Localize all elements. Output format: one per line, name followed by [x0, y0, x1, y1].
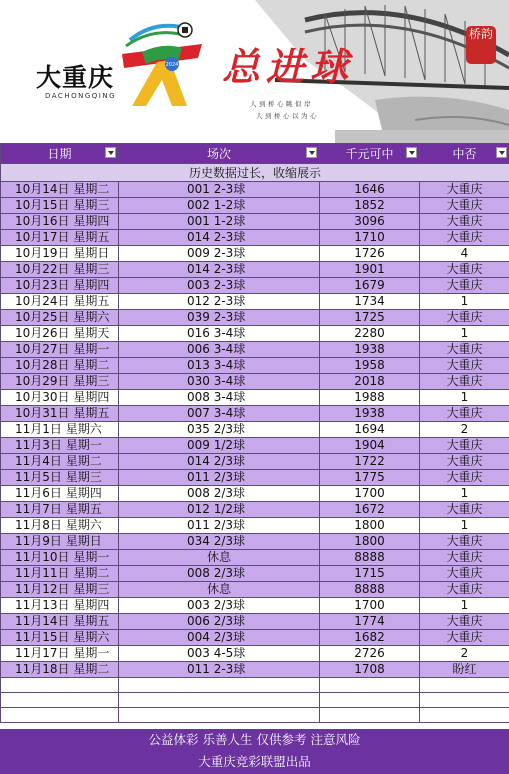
column-header-label: 千元可中: [345, 147, 394, 161]
table-row: [1, 438, 509, 454]
match-cell: 休息: [119, 582, 320, 598]
slogan-line-2: 人到桥心以为心: [256, 112, 319, 120]
amount-cell: 1672: [320, 502, 420, 518]
amount-cell: 1700: [320, 486, 420, 502]
match-cell: 008 2/3球: [119, 566, 320, 582]
result-cell: 大重庆: [420, 550, 509, 566]
amount-cell: 1774: [320, 614, 420, 630]
table-row: [1, 630, 509, 646]
date-cell: 10月26日 星期天: [1, 326, 119, 342]
result-cell: 大重庆: [420, 374, 509, 390]
seal-stamp: [466, 26, 496, 64]
match-cell: 004 2/3球: [119, 630, 320, 646]
result-cell: 大重庆: [420, 534, 509, 550]
empty-cell: [1, 708, 119, 723]
table-row: [1, 390, 509, 406]
amount-cell: 1715: [320, 566, 420, 582]
result-cell: 大重庆: [420, 630, 509, 646]
date-cell: 10月27日 星期一: [1, 342, 119, 358]
table-row: [1, 566, 509, 582]
match-cell: 003 2-3球: [119, 278, 320, 294]
result-cell: 1: [420, 326, 509, 342]
brand-logo-subtext: DACHONGQING: [45, 92, 116, 100]
result-cell: 大重庆: [420, 438, 509, 454]
amount-cell: 2018: [320, 374, 420, 390]
amount-cell: 2726: [320, 646, 420, 662]
table-row: [1, 518, 509, 534]
result-cell: 大重庆: [420, 182, 509, 198]
table-row: [1, 214, 509, 230]
empty-cell: [1, 693, 119, 708]
table-row: [1, 310, 509, 326]
match-cell: 011 2/3球: [119, 470, 320, 486]
amount-cell: 1682: [320, 630, 420, 646]
table-row: [1, 406, 509, 422]
column-header-label: 中否: [452, 147, 477, 161]
date-cell: 11月14日 星期五: [1, 614, 119, 630]
date-cell: 10月30日 星期四: [1, 390, 119, 406]
result-cell: 大重庆: [420, 502, 509, 518]
table-row: [1, 358, 509, 374]
match-cell: 014 2/3球: [119, 454, 320, 470]
table-row: [1, 470, 509, 486]
date-cell: 11月6日 星期四: [1, 486, 119, 502]
result-cell: 1: [420, 518, 509, 534]
result-cell: 大重庆: [420, 566, 509, 582]
date-cell: 10月24日 星期五: [1, 294, 119, 310]
table-row: [1, 614, 509, 630]
match-cell: 034 2/3球: [119, 534, 320, 550]
match-cell: 006 3-4球: [119, 342, 320, 358]
empty-cell: [119, 678, 320, 693]
column-header-label: 场次: [206, 147, 231, 161]
column-header-result: [420, 144, 509, 164]
table-row: [1, 534, 509, 550]
empty-cell: [1, 678, 119, 693]
date-cell: 11月18日 星期二: [1, 662, 119, 678]
date-cell: 10月15日 星期三: [1, 198, 119, 214]
date-cell: 11月13日 星期四: [1, 598, 119, 614]
table-row: [1, 326, 509, 342]
date-cell: 11月15日 星期六: [1, 630, 119, 646]
empty-cell: [420, 678, 509, 693]
date-cell: 10月25日 星期六: [1, 310, 119, 326]
match-cell: 035 2/3球: [119, 422, 320, 438]
match-cell: 001 1-2球: [119, 214, 320, 230]
slogan-line-1: 人到桥心眺似岸: [250, 100, 313, 108]
match-cell: 001 2-3球: [119, 182, 320, 198]
empty-row: [1, 708, 509, 723]
table-header-row: [1, 144, 509, 164]
match-cell: 008 2/3球: [119, 486, 320, 502]
column-header-date: [1, 144, 119, 164]
amount-cell: 1901: [320, 262, 420, 278]
empty-cell: [420, 708, 509, 723]
table-row: [1, 454, 509, 470]
date-cell: 11月4日 星期二: [1, 454, 119, 470]
result-cell: 2: [420, 646, 509, 662]
amount-cell: 1710: [320, 230, 420, 246]
amount-cell: 1734: [320, 294, 420, 310]
table-row: [1, 550, 509, 566]
amount-cell: 1800: [320, 518, 420, 534]
filter-dropdown-icon[interactable]: [105, 147, 116, 158]
result-cell: 4: [420, 246, 509, 262]
results-table: [0, 143, 509, 723]
result-cell: 大重庆: [420, 310, 509, 326]
result-cell: 1: [420, 598, 509, 614]
table-row: [1, 486, 509, 502]
table-row: [1, 246, 509, 262]
match-cell: 006 2/3球: [119, 614, 320, 630]
date-cell: 11月3日 星期一: [1, 438, 119, 454]
amount-cell: 1708: [320, 662, 420, 678]
table-row: [1, 502, 509, 518]
amount-cell: 1988: [320, 390, 420, 406]
table-row: [1, 182, 509, 198]
date-cell: 10月31日 星期五: [1, 406, 119, 422]
date-cell: 11月7日 星期五: [1, 502, 119, 518]
amount-cell: 1700: [320, 598, 420, 614]
result-cell: 大重庆: [420, 214, 509, 230]
table-row: [1, 278, 509, 294]
match-cell: 009 2-3球: [119, 246, 320, 262]
match-cell: 012 1/2球: [119, 502, 320, 518]
column-header-amount: [320, 144, 420, 164]
date-cell: 10月22日 星期三: [1, 262, 119, 278]
date-cell: 10月17日 星期五: [1, 230, 119, 246]
empty-cell: [420, 693, 509, 708]
footer-disclaimer: 公益体彩 乐善人生 仅供参考 注意风险: [148, 732, 361, 747]
amount-cell: 8888: [320, 582, 420, 598]
match-cell: 002 1-2球: [119, 198, 320, 214]
date-cell: 11月5日 星期三: [1, 470, 119, 486]
table-row: [1, 374, 509, 390]
match-cell: 008 3-4球: [119, 390, 320, 406]
date-cell: 11月10日 星期一: [1, 550, 119, 566]
date-cell: 10月23日 星期四: [1, 278, 119, 294]
result-cell: 大重庆: [420, 358, 509, 374]
amount-cell: 3096: [320, 214, 420, 230]
date-cell: 10月28日 星期二: [1, 358, 119, 374]
column-header-match: [119, 144, 320, 164]
date-cell: 10月14日 星期二: [1, 182, 119, 198]
result-cell: 2: [420, 422, 509, 438]
filter-dropdown-icon[interactable]: [306, 147, 317, 158]
date-cell: 11月12日 星期三: [1, 582, 119, 598]
amount-cell: 1722: [320, 454, 420, 470]
result-cell: 大重庆: [420, 614, 509, 630]
empty-row: [1, 678, 509, 693]
table-row: [1, 582, 509, 598]
filter-dropdown-icon[interactable]: [496, 147, 507, 158]
amount-cell: 1646: [320, 182, 420, 198]
match-cell: 030 3-4球: [119, 374, 320, 390]
match-cell: 011 2/3球: [119, 518, 320, 534]
table-row: [1, 598, 509, 614]
match-cell: 016 3-4球: [119, 326, 320, 342]
seal-text: 桥韵: [468, 27, 493, 41]
table-row: [1, 230, 509, 246]
date-cell: 10月19日 星期日: [1, 246, 119, 262]
footer-bar: [0, 729, 509, 774]
empty-cell: [320, 693, 420, 708]
amount-cell: 1726: [320, 246, 420, 262]
result-cell: 大重庆: [420, 278, 509, 294]
table-row: [1, 646, 509, 662]
result-cell: 大重庆: [420, 342, 509, 358]
match-cell: 012 2-3球: [119, 294, 320, 310]
table-row: [1, 662, 509, 678]
empty-row: [1, 693, 509, 708]
amount-cell: 1800: [320, 534, 420, 550]
result-cell: 1: [420, 486, 509, 502]
match-cell: 003 2/3球: [119, 598, 320, 614]
amount-cell: 1938: [320, 406, 420, 422]
page-title: 总进球: [222, 44, 355, 89]
table-row: [1, 198, 509, 214]
amount-cell: 1775: [320, 470, 420, 486]
result-cell: 大重庆: [420, 230, 509, 246]
match-cell: 013 3-4球: [119, 358, 320, 374]
match-cell: 休息: [119, 550, 320, 566]
match-cell: 014 2-3球: [119, 262, 320, 278]
match-cell: 009 1/2球: [119, 438, 320, 454]
brand-logo-text: 大重庆: [36, 63, 115, 92]
date-cell: 11月9日 星期日: [1, 534, 119, 550]
match-cell: 003 4-5球: [119, 646, 320, 662]
amount-cell: 1679: [320, 278, 420, 294]
date-cell: 10月16日 星期四: [1, 214, 119, 230]
notice-row: [1, 164, 509, 182]
table-row: [1, 262, 509, 278]
empty-cell: [119, 708, 320, 723]
match-cell: 039 2-3球: [119, 310, 320, 326]
amount-cell: 1904: [320, 438, 420, 454]
amount-cell: 2280: [320, 326, 420, 342]
filter-dropdown-icon[interactable]: [406, 147, 417, 158]
result-cell: 1: [420, 390, 509, 406]
amount-cell: 1938: [320, 342, 420, 358]
date-cell: 11月17日 星期一: [1, 646, 119, 662]
emblem-badge-text: 2024: [165, 62, 179, 68]
amount-cell: 1725: [320, 310, 420, 326]
match-cell: 011 2-3球: [119, 662, 320, 678]
amount-cell: 1694: [320, 422, 420, 438]
date-cell: 11月1日 星期六: [1, 422, 119, 438]
date-cell: 10月29日 星期三: [1, 374, 119, 390]
table-row: [1, 342, 509, 358]
amount-cell: 1852: [320, 198, 420, 214]
date-cell: 11月11日 星期二: [1, 566, 119, 582]
result-cell: 盼红: [420, 662, 509, 678]
column-header-label: 日期: [47, 147, 72, 161]
empty-cell: [320, 708, 420, 723]
table-row: [1, 294, 509, 310]
result-cell: 大重庆: [420, 406, 509, 422]
amount-cell: 8888: [320, 550, 420, 566]
amount-cell: 1958: [320, 358, 420, 374]
result-cell: 大重庆: [420, 262, 509, 278]
date-cell: 11月8日 星期六: [1, 518, 119, 534]
result-cell: 大重庆: [420, 454, 509, 470]
history-notice: 历史数据过长，收缩展示: [1, 164, 509, 182]
result-cell: 1: [420, 294, 509, 310]
footer-credit: 大重庆竞彩联盟出品: [198, 754, 311, 769]
match-cell: 007 3-4球: [119, 406, 320, 422]
table-row: [1, 422, 509, 438]
match-cell: 014 2-3球: [119, 230, 320, 246]
result-cell: 大重庆: [420, 582, 509, 598]
empty-cell: [119, 693, 320, 708]
header-banner: [0, 0, 509, 143]
result-cell: 大重庆: [420, 470, 509, 486]
brand-emblem-icon: [112, 18, 212, 110]
empty-cell: [320, 678, 420, 693]
result-cell: 大重庆: [420, 198, 509, 214]
